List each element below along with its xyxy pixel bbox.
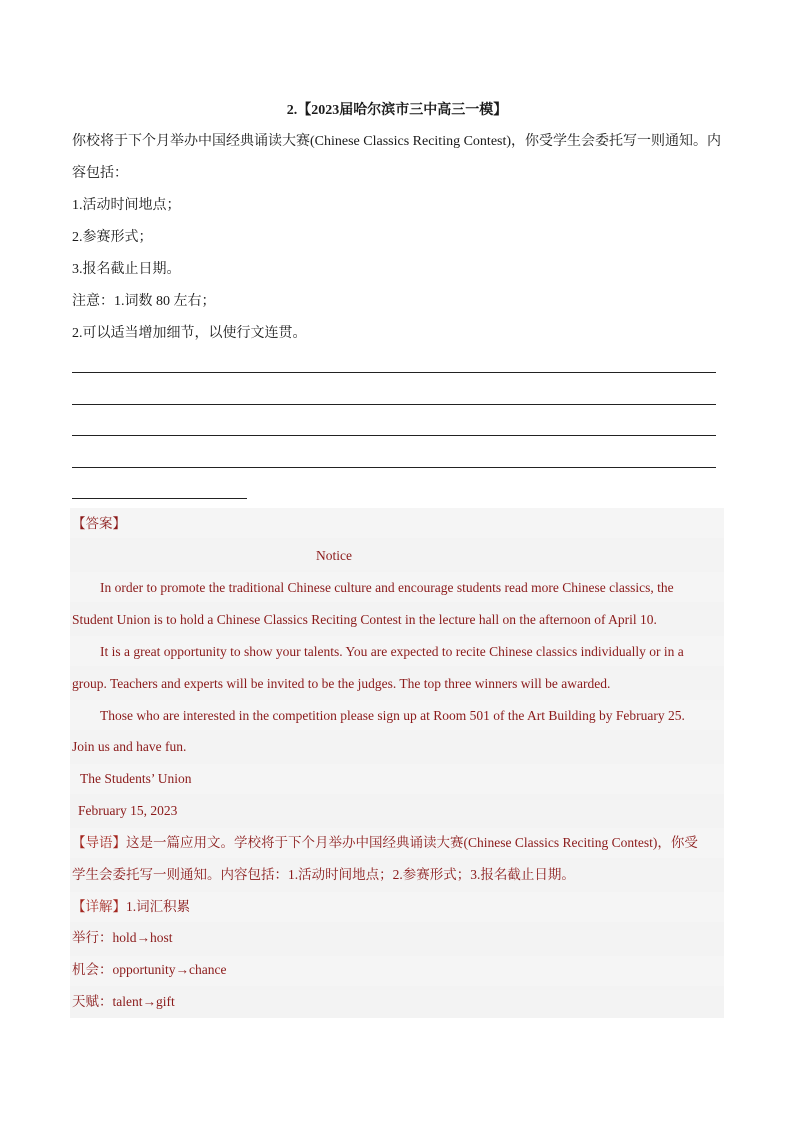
vocab-cn: 机会： [72,962,113,977]
vocab-item-3 [72,991,175,1013]
guide-line-2: 学生会委托写一则通知。内容包括：1.活动时间地点；2.参赛形式；3.报名截止日期。 [72,867,575,882]
answer-paragraph-1-line-1: In order to promote the traditional Chinese culture and encourage students read more Chinese classics, the [100,580,674,595]
vocab-en: opportunity→chance [112,962,227,977]
question-prompt-line-1: 你校将于下个月举办中国经典诵读大赛(Chinese Classics Reciting Contest)，你受学生会委托写一则通知。内 [72,134,722,149]
detail-line [72,896,190,918]
answer-writing-line-short [72,498,247,499]
question-prompt-line-2: 容包括： [72,166,128,181]
question-item-1: 1.活动时间地点； [72,198,181,213]
notice-signature: The Students’ Union [80,771,192,786]
answer-paragraph-2-line-2: group. Teachers and experts will be invited to be the judges. The top three winners will be awarded. [72,676,611,691]
answer-paragraph-2-line-1: It is a great opportunity to show your talents. You are expected to recite Chinese classics individually or in a [100,644,684,659]
notice-date: February 15, 2023 [78,803,178,818]
answer-paragraph-3-line-1: Those who are interested in the competition please sign up at Room 501 of the Art Building by February 25. [100,708,685,723]
vocab-item-2 [72,959,226,981]
guide-text-1: 这是一篇应用文。学校将于下个月举办中国经典诵读大赛(Chinese Classics Reciting Contest)，你受 [126,835,698,850]
vocab-cn: 天赋： [72,994,113,1009]
question-item-2: 2.参赛形式； [72,230,153,245]
note-line-2: 2.可以适当增加细节，以使行文连贯。 [72,326,307,341]
guide-label: 【导语】 [72,835,126,850]
answer-paragraph-3-line-2: Join us and have fun. [72,739,187,754]
answer-paragraph-1-line-2: Student Union is to hold a Chinese Classics Reciting Contest in the lecture hall on the afternoon of April 10. [72,612,657,627]
detail-label: 【详解】 [72,899,126,914]
question-title: 2.【2023届哈尔滨市三中高三一模】 [286,103,508,118]
note-line-1: 注意：1.词数 80 左右； [72,294,216,309]
question-item-3: 3.报名截止日期。 [72,262,181,277]
answer-writing-line [72,372,716,373]
detail-intro: 1.词汇积累 [126,899,191,914]
vocab-en: talent→gift [112,994,175,1009]
vocab-en: hold→host [112,930,173,945]
guide-line-1 [72,832,698,854]
answer-label: 【答案】 [72,516,126,531]
answer-writing-line [72,404,716,405]
answer-writing-line [72,435,716,436]
notice-heading: Notice [316,548,352,563]
vocab-cn: 举行： [72,930,113,945]
vocab-item-1 [72,927,173,949]
answer-writing-line [72,467,716,468]
